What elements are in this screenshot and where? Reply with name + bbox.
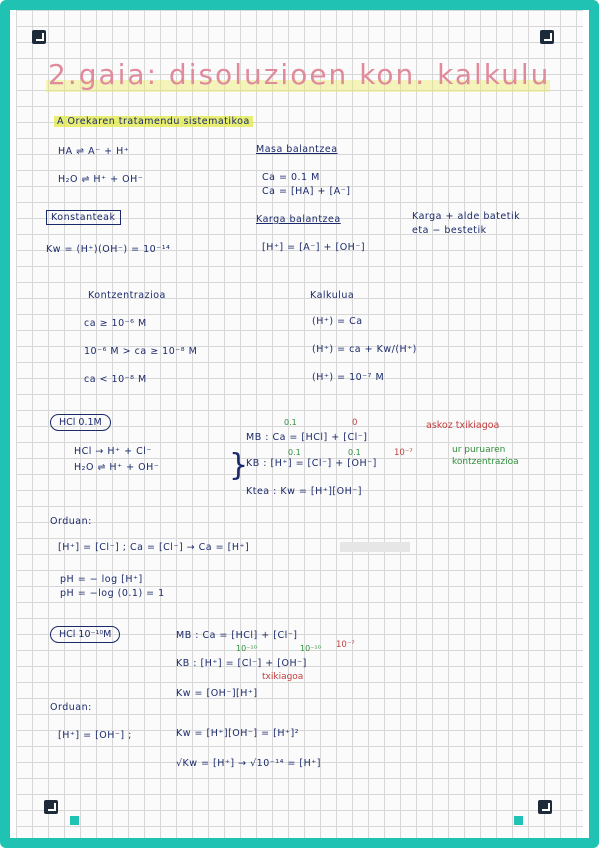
hcl-eq-2: H₂O ⇌ H⁺ + OH⁻: [74, 462, 160, 473]
kalkulu-row-1: (H⁺) = Ca: [312, 316, 363, 327]
section-heading: A Orekaren tratamendu sistematikoa: [54, 116, 253, 127]
kb2-line: KB : [H⁺] = [Cl⁻] + [OH⁻]: [176, 658, 307, 669]
brace-icon: }: [229, 448, 249, 483]
annot-mb-0: 0: [352, 418, 358, 428]
highlight-bar: [340, 542, 410, 552]
teal-square-bottom-right: [514, 816, 523, 825]
annot2-a: 10⁻¹⁰: [236, 644, 257, 653]
masa-heading: Masa balantzea: [256, 144, 338, 155]
askoz-note: askoz txikiagoa: [426, 420, 500, 431]
annot-mb-01: 0.1: [284, 418, 297, 427]
masa-line2: Ca = [HA] + [A⁻]: [262, 186, 351, 197]
kalkulua-heading: Kalkulua: [310, 290, 355, 301]
logo-icon-bottom-left: [44, 800, 58, 814]
logo-icon-top-right: [540, 30, 554, 44]
annot2-c: 10⁻⁷: [336, 640, 355, 650]
ktea-line: Ktea : Kw = [H⁺][OH⁻]: [246, 486, 362, 497]
karga-eq: [H⁺] = [A⁻] + [OH⁻]: [262, 242, 366, 253]
hcl-bubble-2: HCl 10⁻¹⁰M: [50, 626, 120, 643]
section-heading-wrap: [54, 116, 253, 127]
orduan-label-2: Orduan:: [50, 702, 92, 713]
logo-icon-top-left: [32, 30, 46, 44]
masa-line1: Ca = 0.1 M: [262, 172, 320, 183]
konstanteak-label: Konstanteak: [46, 210, 121, 225]
annot-kb-01c: 0.1: [348, 448, 361, 457]
annot2-b: 10⁻¹⁰: [300, 644, 321, 653]
page-title: 2.gaia: disoluzioen kon. kalkulu: [48, 58, 551, 91]
orduan2-left: [H⁺] = [OH⁻] ;: [58, 730, 132, 741]
kw2-line: Kw = [OH⁻][H⁺]: [176, 688, 258, 699]
kontzentrazio-row-1: ca ≥ 10⁻⁶ M: [84, 318, 147, 329]
hcl-eq-1: HCl → H⁺ + Cl⁻: [74, 446, 152, 457]
ph-line-2: pH = −log (0.1) = 1: [60, 588, 165, 599]
karga-heading: Karga balantzea: [256, 214, 341, 225]
mb2-line: MB : Ca = [HCl] + [Cl⁻]: [176, 630, 298, 641]
orduan-label-1: Orduan:: [50, 516, 92, 527]
konstanteak-wrap: [46, 212, 121, 223]
sqrt-line: √Kw = [H⁺] → √10⁻¹⁴ = [H⁺]: [176, 758, 321, 769]
kontzentrazio-row-3: ca < 10⁻⁸ M: [84, 374, 147, 385]
teal-square-bottom-left: [70, 816, 79, 825]
kw-eq: Kw = (H⁺)(OH⁻) = 10⁻¹⁴: [46, 244, 171, 255]
mb-line: MB : Ca = [HCl] + [Cl⁻]: [246, 432, 368, 443]
kontzentrazioa-heading: Kontzentrazioa: [88, 290, 166, 301]
kalkulu-row-2: (H⁺) = ca + Kw/(H⁺): [312, 344, 417, 355]
ur-note: ur puruaren kontzentrazioa: [452, 445, 519, 467]
txikiagoa-note: txikiagoa: [262, 672, 304, 682]
karga-note: Karga + alde batetik eta − bestetik: [412, 211, 521, 236]
annot-kb-01: 0.1: [288, 448, 301, 457]
logo-icon-bottom-right: [538, 800, 552, 814]
eq-ha: HA ⇌ A⁻ + H⁺: [58, 146, 130, 157]
kontzentrazio-row-2: 10⁻⁶ M > ca ≥ 10⁻⁸ M: [84, 346, 198, 357]
ph-line-1: pH = − log [H⁺]: [60, 574, 143, 585]
eq-h2o: H₂O ⇌ H⁺ + OH⁻: [58, 174, 144, 185]
annot-kb-10m7: 10⁻⁷: [394, 448, 413, 458]
hcl-bubble-1: HCl 0.1M: [50, 414, 111, 431]
orduan-eq-1: [H⁺] = [Cl⁻] ; Ca = [Cl⁻] → Ca = [H⁺]: [58, 542, 250, 553]
orduan2-right: Kw = [H⁺][OH⁻] = [H⁺]²: [176, 728, 299, 739]
kb-line: KB : [H⁺] = [Cl⁻] + [OH⁻]: [246, 458, 377, 469]
kalkulu-row-3: (H⁺) = 10⁻⁷ M: [312, 372, 385, 383]
